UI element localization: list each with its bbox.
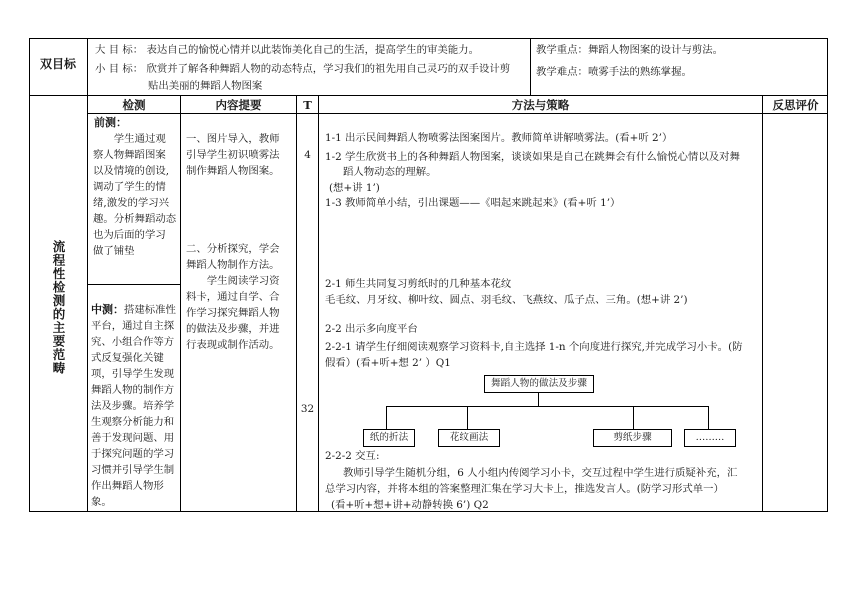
teaching-difficulty: 教学难点：喷雾手法的熟练掌握。	[536, 66, 692, 78]
diagram-connector	[467, 406, 468, 430]
row-divider	[29, 95, 828, 96]
content-part-1	[186, 131, 294, 179]
mid-test-line: 搭建标准性	[124, 304, 176, 316]
method-1-2-time: (想+讲 1’)	[329, 182, 380, 194]
diagram-connector	[538, 393, 539, 407]
side-category-label: 流程性检测的主要范畴	[51, 240, 66, 375]
mid-test-line: 舞蹈人物的制作方	[91, 384, 175, 396]
col-divider	[318, 95, 319, 512]
header-time: T	[303, 98, 312, 112]
method-2-1: 2-1 师生共同复习剪纸时的几种基本花纹	[325, 278, 512, 290]
pre-test-line: 察人物舞蹈图案	[93, 149, 166, 161]
mid-test-line: 究、小组合作等方	[91, 336, 175, 348]
big-goal: 大 目 标： 表达自己的愉悦心情并以此装饰美化自己的生活，提高学生的审美能力。	[95, 44, 479, 56]
mid-test-line: 于探究问题的学习	[91, 448, 175, 460]
small-goal-line-1: 小 目 标： 欣赏并了解各种舞蹈人物的动态特点，学习我们的祖先用自己灵巧的双手设计剪	[95, 63, 511, 75]
diagram-node-folding: 纸的折法	[363, 429, 415, 447]
col-divider	[762, 95, 763, 512]
diagram-root-box: 舞蹈人物的做法及步骤	[484, 375, 594, 393]
content-line: 引导学生初识喷雾法	[186, 149, 280, 161]
diagram-node-pattern: 花纹画法	[438, 429, 500, 447]
diagram-connector	[386, 406, 387, 430]
header-content: 内容提要	[215, 98, 262, 112]
small-goal-line-2: 贴出美丽的舞蹈人物图案	[148, 80, 263, 92]
content-part-2	[186, 241, 294, 353]
time-part-1: 4	[304, 149, 311, 161]
pre-test-line: 以及情境的创设,	[93, 165, 170, 177]
method-1-2-cont: 蹈人物动态的理解。	[343, 166, 437, 178]
diagram-node-cutting-steps: 剪纸步骤	[593, 429, 672, 447]
row-divider	[87, 284, 180, 285]
method-2-2-1: 2-2-1 请学生仔细阅读观察学习资料卡,自主选择 1-n 个向度进行探究,并完成学习小卡。(防	[325, 341, 743, 353]
mid-test-line: 作出舞蹈人物形	[91, 480, 164, 492]
teaching-key-point: 教学重点：舞蹈人物图案的设计与剪法。	[536, 44, 724, 56]
method-1-3: 1-3 教师简单小结，引出课题——《唱起来跳起来》(看+听 1’）	[325, 197, 621, 209]
pre-test-line: 学生通过观	[113, 133, 166, 145]
diagram-connector	[708, 406, 709, 430]
method-2-2-1-cont: 假看）(看+听+想 2’ ）Q1	[325, 357, 451, 369]
mid-test-line: 式反复强化关键	[91, 352, 164, 364]
mid-test-line: 平台，通过自主探	[91, 320, 175, 332]
content-line: 学生阅读学习资	[206, 275, 280, 287]
mid-test-title: 中测：	[91, 303, 124, 316]
mid-test-line: 生观察分析能力和	[91, 416, 175, 428]
pre-test-line: 趣。分析舞蹈动态	[93, 213, 177, 225]
header-reflection: 反思评价	[772, 98, 819, 112]
method-1-2: 1-2 学生欣赏书上的各种舞蹈人物图案，谈谈如果是自己在跳舞会有什么愉悦心情以及对舞	[325, 151, 740, 163]
pre-test-title: 前测：	[94, 116, 127, 129]
pre-test-line: 调动了学生的情	[93, 181, 166, 193]
goals-label: 双目标	[39, 57, 76, 71]
diagram-connector	[386, 406, 709, 407]
content-line: 舞蹈人物制作方法。	[186, 259, 280, 271]
pre-test-text	[93, 131, 179, 259]
content-line: 料卡，通过自学、合	[186, 291, 280, 303]
pre-test-line: 做了铺垫	[93, 245, 135, 257]
method-2-2-2-b: 总学习内容，并将本组的答案整理汇集在学习大卡上，推选发言人。(防学习形式单一）	[325, 483, 724, 495]
method-2-2-2: 2-2-2 交互:	[325, 450, 380, 462]
mid-test-line: 象。	[91, 496, 112, 508]
col-divider	[180, 95, 181, 512]
mid-test-line: 善于发现问题、用	[91, 432, 175, 444]
mid-test-line: 项，引导学生发现	[91, 368, 175, 380]
mid-test-line: 习惯并引导学生制	[91, 464, 175, 476]
content-line: 一、图片导入，教师	[186, 133, 280, 145]
row-divider	[87, 113, 828, 114]
diagram-connector	[633, 406, 634, 430]
content-line: 的做法及步骤，并进	[186, 323, 280, 335]
diagram-node-ellipsis: ………	[684, 429, 736, 447]
method-2-2-2-c: (看+听+想+讲+动静转换 6’) Q2	[331, 499, 489, 511]
method-1-1: 1-1 出示民间舞蹈人物喷雾法图案图片。教师简单讲解喷雾法。(看+听 2’）	[325, 132, 673, 144]
method-2-2-2-a: 教师引导学生随机分组，6 人小组内传阅学习小卡，交互过程中学生进行质疑补充，汇	[343, 467, 738, 479]
header-check: 检测	[122, 98, 146, 112]
content-line: 制作舞蹈人物图案。	[186, 165, 280, 177]
mid-test-line: 法及步骤。培养学	[91, 400, 175, 412]
col-divider	[530, 38, 531, 95]
header-method: 方法与策略	[511, 98, 570, 112]
pre-test-line: 也为后面的学习	[93, 229, 166, 241]
method-2-1-patterns: 毛毛纹、月牙纹、柳叶纹、圆点、羽毛纹、飞燕纹、瓜子点、三角。(想+讲 2’)	[325, 294, 688, 306]
time-part-2: 32	[300, 403, 315, 415]
content-line: 行表现或制作活动。	[186, 339, 280, 351]
mid-test-text	[91, 302, 179, 510]
content-line: 二、分析探究，学会	[186, 243, 280, 255]
method-2-2: 2-2 出示多向度平台	[325, 323, 418, 335]
pre-test-line: 绪,激发的学习兴	[93, 197, 170, 209]
content-line: 作学习探究舞蹈人物	[186, 307, 280, 319]
